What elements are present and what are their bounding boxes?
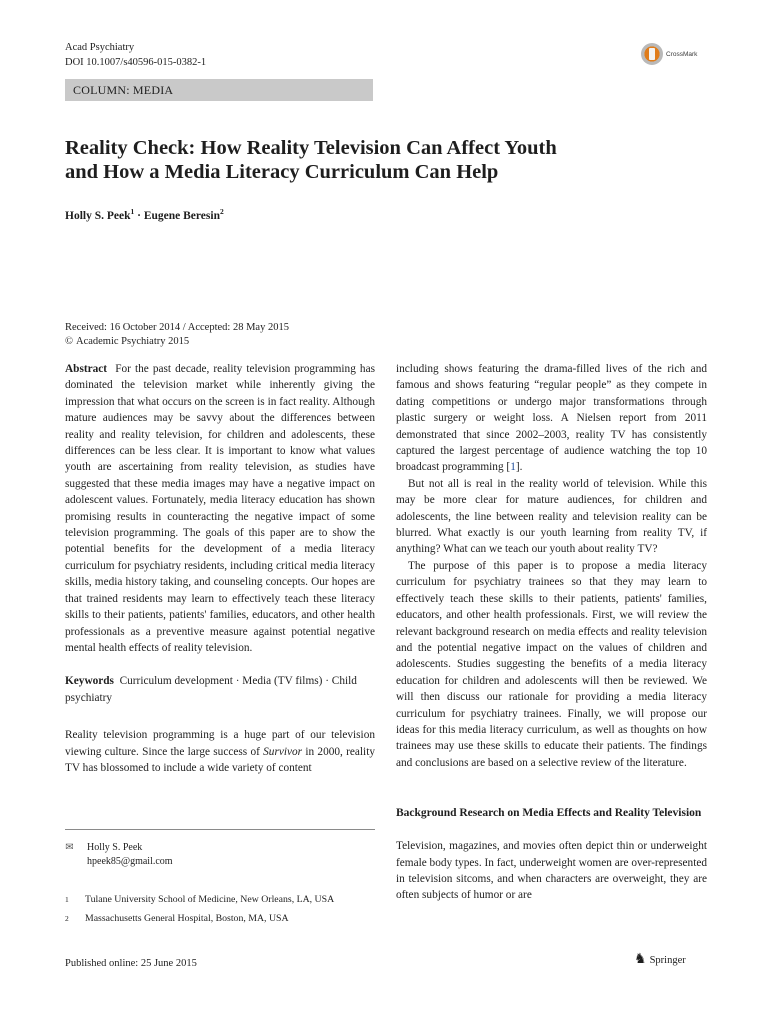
author-affiliation-ref[interactable]: 2	[219, 207, 224, 216]
right-column	[396, 361, 707, 904]
publisher-name: Springer	[649, 954, 686, 966]
abstract	[65, 361, 375, 656]
body-paragraph: Television, magazines, and movies often depict thin or underweight female body types. In fact, underweight women are over-represented in television sitcoms, and when characters are overweight, they are often subjects of humor or are	[396, 840, 707, 902]
copyright-text: Academic Psychiatry 2015	[75, 336, 190, 347]
body-paragraph: The purpose of this paper is to propose a media literacy curriculum for psychiatry trainees so that they may learn to effectively teach these skills to their patients, patients' families, educators, and other health professionals. First, we will review the relevant background research on media effects and reality television and the potential negative impact on the values of children and adolescents. Studies suggesting the benefits of a media literacy education for children and adolescents will then be reviewed. We will then discuss our rationale for providing a media literacy curriculum for psychiatry trainees. Finally, we will propose our ideas for this media literacy curriculum, as well as thoughts on how trainees may use these skills to educate their patients. The findings and conclusions are based on a selective review of the literature.	[396, 559, 707, 769]
author-separator: ·	[134, 209, 144, 222]
article-dates	[65, 321, 289, 349]
article-title	[65, 136, 705, 184]
title-line-2: and How a Media Literacy Curriculum Can Help	[65, 161, 499, 183]
author-list	[65, 207, 224, 222]
body-text: ].	[515, 461, 523, 474]
author-name[interactable]: Eugene Beresin	[143, 209, 220, 222]
column-label: COLUMN: MEDIA	[65, 79, 373, 101]
abstract-text: For the past decade, reality television programming has dominated the television market while inherently giving the impression that what occurs on the screen is in fact reality. Although mature audiences may be savvy about the differences between reality and reality television, for children and adolescents, these differences can be less clear. It is important to know what values youth are ascertaining from reality television, as studies have suggested that these media images may have a negative impact on adolescent values. Fortunately, media literacy education has shown promising results in counteracting the negative impact of some television programming. The goals of this paper are to show the potential benefits for the development of a media literacy curriculum for psychiatry residents, including critical media literacy skills, media history taking, and counseling concepts. Our hopes are that trained residents may learn to effectively teach these literacy skills to their patients, patients' families, educators, and other health professionals as a preventive measure against potential negative mental health effects of reality television.	[65, 363, 375, 654]
correspondence	[65, 841, 173, 869]
corresponding-author: Holly S. Peek	[87, 842, 143, 853]
copyright-line	[65, 335, 289, 349]
affiliation-number: 2	[65, 914, 69, 923]
body-text: including shows featuring the drama-filled lives of the rich and famous and shows featuring “regular people” as they compete in dating competitions or undergo major transformations through plastic surgery or weight loss. A Nielsen report from 2011 demonstrated that since 2002–2003, reality TV has consistently captured the largest percentage of audience watching the top 10 broadcast programming [	[396, 363, 707, 474]
section-heading: Background Research on Media Effects and Reality Television	[396, 807, 702, 820]
keywords-text: Curriculum development · Media (TV films) · Child psychiatry	[65, 675, 357, 704]
citation-link[interactable]: 1	[510, 461, 516, 474]
intro-text: in 2000, reality TV has blossomed to include a wide variety of content	[65, 745, 375, 774]
published-date: Published online: 25 June 2015	[65, 958, 197, 969]
journal-name: Acad Psychiatry	[65, 42, 135, 53]
email-link[interactable]: hpeek85@gmail.com	[87, 856, 173, 867]
envelope-icon: ✉	[65, 842, 74, 853]
body-paragraph	[396, 361, 707, 476]
intro-paragraph	[65, 727, 375, 776]
footnote-divider	[65, 829, 375, 830]
crossmark-icon	[641, 43, 663, 65]
left-column	[65, 361, 375, 776]
affiliation	[65, 912, 289, 925]
intro-text: Reality television programming is a huge part of our television viewing culture. Since the large success of	[65, 729, 375, 758]
intro-italic: Survivor	[263, 745, 303, 758]
affiliation-text: Massachusetts General Hospital, Boston, MA, USA	[85, 913, 289, 924]
title-line-1: Reality Check: How Reality Television Can Affect Youth	[65, 137, 557, 159]
body-paragraph: But not all is real in the reality world of television. While this may be more clear for mature audiences, for children and adolescents, the line between reality and television reality can be blurred. What exactly is our youth learning from reality TV, if anything? What can we teach our youth about reality TV?	[396, 477, 707, 556]
author-name[interactable]: Holly S. Peek	[65, 209, 131, 222]
received-accepted: Received: 16 October 2014 / Accepted: 28 May 2015	[65, 322, 289, 333]
author-affiliation-ref[interactable]: 1	[130, 207, 135, 216]
keywords-label: Keywords	[65, 675, 114, 688]
keywords	[65, 673, 375, 706]
affiliation	[65, 893, 334, 906]
affiliation-text: Tulane University School of Medicine, New Orleans, LA, USA	[85, 894, 335, 905]
publisher-logo[interactable]	[634, 953, 686, 967]
copyright-icon: ©	[65, 336, 73, 347]
crossmark-label: CrossMark	[666, 50, 698, 58]
doi: DOI 10.1007/s40596-015-0382-1	[65, 57, 207, 68]
crossmark-badge[interactable]	[641, 43, 697, 65]
springer-horse-icon: ♞	[634, 952, 647, 967]
affiliation-number: 1	[65, 895, 69, 904]
abstract-label: Abstract	[65, 363, 108, 375]
